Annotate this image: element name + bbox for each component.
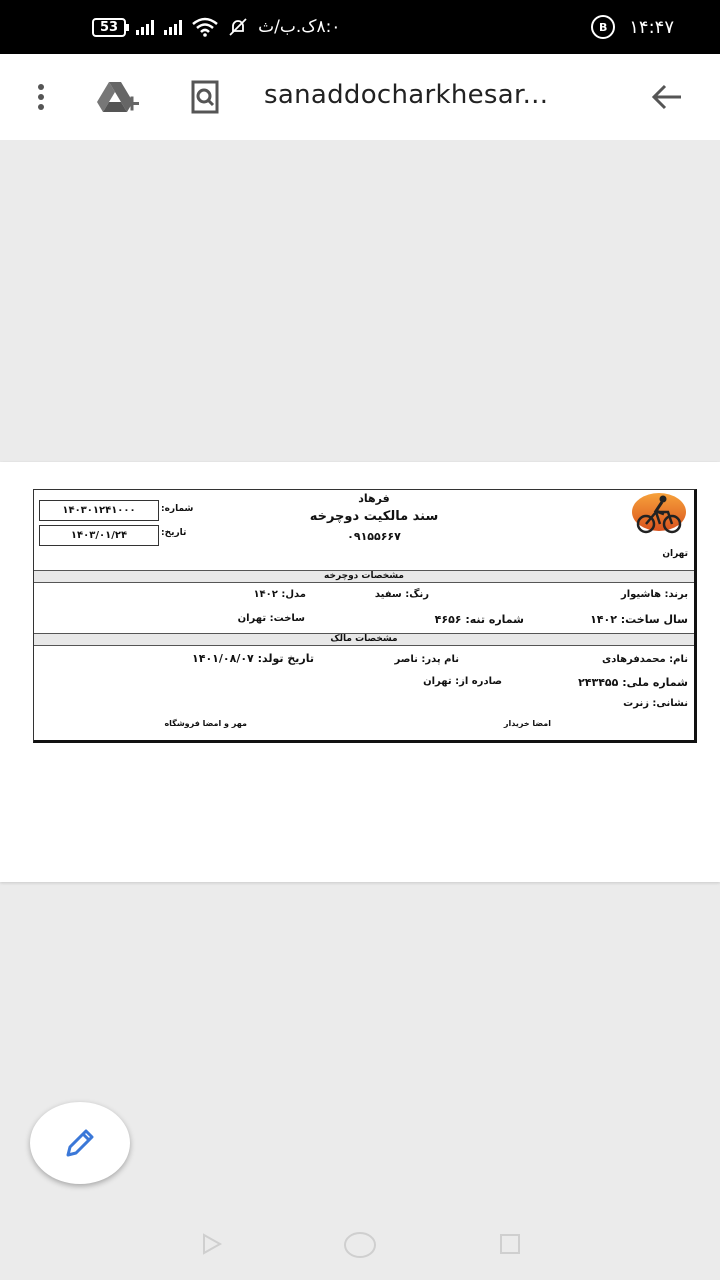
number-value: ۱۴۰۳۰۱۲۴۱۰۰۰ [39,500,159,521]
search-doc-icon [190,80,220,114]
add-to-drive-button[interactable] [94,74,140,120]
document-page [0,462,720,882]
shop-signature-label: مهر و امضا فروشگاه [164,719,247,728]
document-title: sanaddocharkhesar... [264,80,549,110]
signal-icon-2 [164,19,182,35]
edit-button[interactable] [30,1102,130,1184]
father-name-field: نام پدر: ناصر [394,654,459,665]
phone-number: ۰۹۱۵۵۶۶۷ [347,530,401,543]
shop-name: فرهاد [358,492,390,505]
pencil-icon [62,1125,98,1161]
build-year-field: سال ساخت: ۱۴۰۲ [590,613,688,626]
address-field: نشانی: زنرت [623,698,688,709]
owner-name-field: نام: محمدفرهادی [602,654,688,665]
wifi-icon [192,17,218,37]
back-button[interactable] [644,74,690,120]
battery-indicator: 53 [92,18,126,37]
status-bar [0,0,720,54]
bike-ownership-certificate [33,489,697,743]
navigation-bar [0,1212,720,1280]
recents-nav-icon[interactable] [498,1232,522,1256]
drive-add-icon [95,80,139,114]
issued-from-field: صادره از: تهران [423,676,502,687]
national-id-field: شماره ملی: ۲۴۳۴۵۵ [578,676,688,689]
bike-section-header: مشخصات دوچرخه [34,570,694,583]
buyer-signature-label: امضا خریدار [503,719,551,728]
bell-off-icon [228,17,248,37]
status-text: ۸:۰ک.ب/ث [258,17,341,37]
app-bar [0,54,720,141]
city-label: تهران [662,549,688,559]
signal-icon [136,19,154,35]
color-field: رنگ: سفید [374,589,429,600]
back-arrow-icon [651,83,683,111]
brand-field: برند: هاشیوار [620,589,688,600]
bicycle-logo [630,492,688,536]
clock: ۱۴:۴۷ [629,16,674,38]
b-badge-icon: B [591,15,615,39]
date-label: تاریخ: [161,528,187,538]
made-in-field: ساخت: تهران [237,613,305,624]
model-field: مدل: ۱۴۰۲ [253,589,306,600]
frame-number-field: شماره تنه: ۴۶۵۶ [434,613,524,626]
date-value: ۱۴۰۳/۰۱/۲۴ [39,525,159,546]
birth-date-field: تاریخ تولد: ۱۴۰۱/۰۸/۰۷ [192,652,314,665]
owner-section-header: مشخصات مالک [34,633,694,646]
more-options-button[interactable] [18,74,64,120]
home-nav-icon[interactable] [342,1230,378,1260]
find-in-document-button[interactable] [182,74,228,120]
certificate-title: سند مالکیت دوچرخه [309,509,439,524]
back-nav-icon[interactable] [200,1232,224,1256]
number-label: شماره: [161,504,194,514]
more-vert-icon [36,83,46,111]
